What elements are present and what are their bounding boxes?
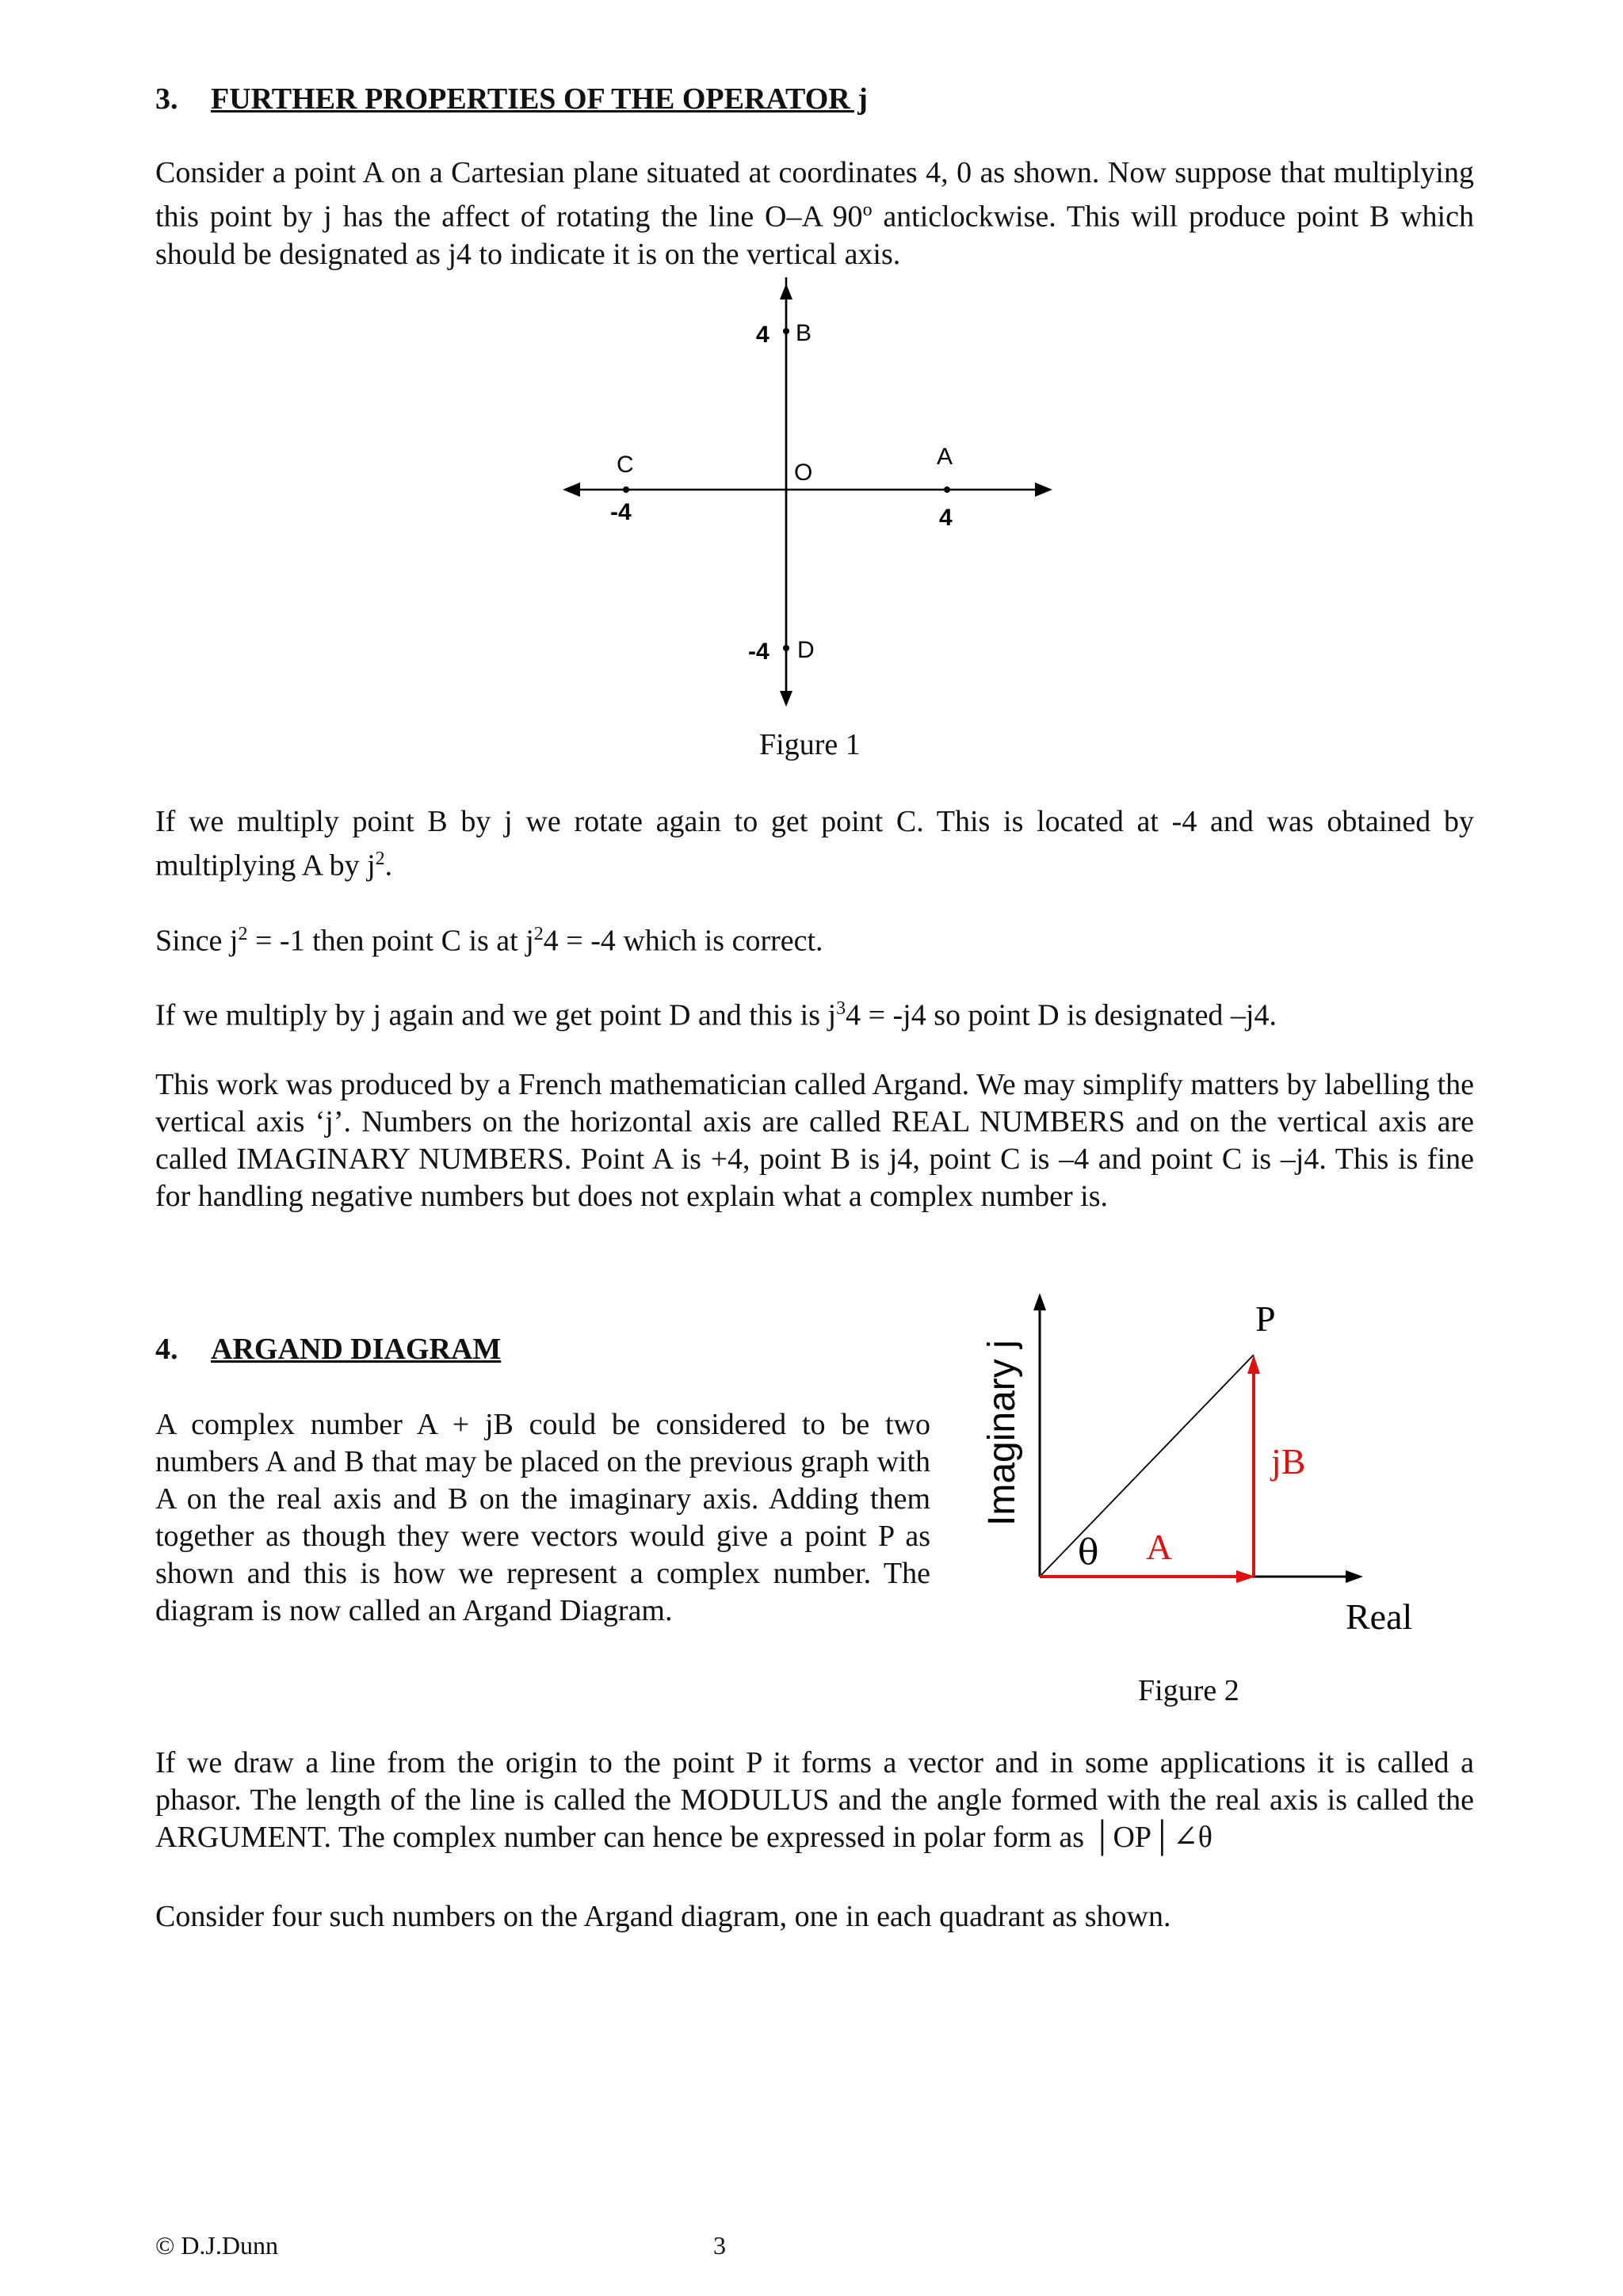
fig2-right-arrow — [1346, 1570, 1363, 1583]
para4-sup: 3 — [836, 998, 846, 1019]
label-P: P — [1255, 1299, 1276, 1339]
section-4-paragraph-2 — [155, 1745, 1474, 1856]
section-3-paragraph-5: This work was produced by a French mathematician called Argand. We may simplify matters by labelling the vertical axis ‘j’. Numbers on the horizontal axis are called REAL NUMBERS and on the vertical axis are called IMAGINARY NUMBERS. Point A is +4, point B is j4, point C is –4 and point C is –j4. This is fine for handling negative numbers but does not explain what a complex number is. — [155, 1068, 1474, 1213]
label-minus-four-left: -4 — [610, 499, 632, 525]
label-D: D — [797, 637, 815, 663]
para3-text-c: 4 = -4 which is correct. — [543, 924, 823, 958]
section-3-paragraph-2 — [155, 803, 1474, 885]
label-O: O — [794, 460, 813, 486]
figure-1 — [555, 277, 1094, 721]
para2-text-a: If we multiply point B by j we rotate again to get point C. This is located at -4 and was obtained by multiplying A by j — [155, 805, 1474, 883]
fig1-down-arrow — [780, 691, 792, 707]
section-3-paragraph-4 — [155, 990, 1474, 1035]
label-minus-four-down: -4 — [748, 639, 769, 665]
para4-text-b: 4 = -j4 so point D is designated –j4. — [846, 998, 1277, 1032]
section-3-number: 3. — [155, 82, 178, 116]
para2-sup: 2 — [375, 849, 385, 869]
footer-copyright: © D.J.Dunn — [155, 2231, 278, 2260]
fig1-left-arrow — [563, 482, 580, 497]
footer-page-number: 3 — [713, 2231, 726, 2260]
fig1-up-arrow — [780, 284, 792, 299]
label-C: C — [617, 452, 634, 478]
section-3-title: FURTHER PROPERTIES OF THE OPERATOR j — [211, 82, 868, 116]
fig1-right-arrow — [1035, 482, 1052, 497]
para2-text-b: . — [384, 849, 393, 883]
label-B: B — [796, 320, 812, 346]
label-jB: jB — [1271, 1441, 1306, 1482]
para3-text-a: Since j — [155, 924, 239, 958]
point-C-dot — [623, 486, 629, 493]
point-D-dot — [783, 645, 789, 651]
section-3-paragraph-1 — [155, 154, 1474, 273]
label-A-vector: A — [1146, 1527, 1173, 1567]
label-theta: θ — [1078, 1532, 1099, 1573]
section-4-heading — [155, 1331, 932, 1368]
section-3-paragraph-3 — [155, 916, 1474, 960]
para3-text-b: = -1 then point C is at j — [247, 924, 534, 958]
label-real-axis: Real — [1346, 1596, 1413, 1637]
label-four-up: 4 — [756, 322, 769, 348]
point-A-dot — [944, 486, 950, 493]
label-four-right: 4 — [939, 505, 953, 531]
section-4-paragraph-1: A complex number A + jB could be considered to be two numbers A and B that may be placed on the previous graph with A on the real axis and B on the imaginary axis. Adding them together as though they were vectors would give a point P as shown and this is how we represent a complex number. The diagram is now called an Argand Diagram. — [155, 1408, 930, 1627]
section-3-heading — [155, 81, 1474, 118]
section-4-title: ARGAND DIAGRAM — [211, 1333, 502, 1366]
section-4-paragraph-3: Consider four such numbers on the Argand diagram, one in each quadrant as shown. — [155, 1900, 1171, 1933]
para2-s4-text: If we draw a line from the origin to the point P it forms a vector and in some applications it is called a phasor. The length of the line is called the MODULUS and the angle formed with the real axis is called the ARGUMENT. The complex number can hence be expressed in polar form as — [155, 1746, 1474, 1854]
figure-2 — [951, 1260, 1458, 1664]
label-A: A — [937, 444, 953, 470]
polar-form: │OP│∠θ — [1091, 1821, 1212, 1854]
vector-jB-arrowhead — [1247, 1355, 1260, 1374]
figure-1-caption: Figure 1 — [759, 728, 861, 761]
degree-sup: o — [862, 200, 873, 220]
para3-sup-1: 2 — [238, 924, 248, 944]
para3-sup-2: 2 — [533, 924, 544, 944]
figure-2-caption: Figure 2 — [1138, 1674, 1239, 1707]
section-4-number: 4. — [155, 1333, 178, 1366]
label-imaginary-axis: Imaginary j — [981, 1340, 1023, 1526]
fig2-up-arrow — [1033, 1293, 1046, 1310]
para1-text-b: anticlockwise. This will produce point B which should be designated as j4 to indicate it is on the vertical axis. — [155, 200, 1474, 271]
para4-text-a: If we multiply by j again and we get point D and this is j — [155, 998, 837, 1032]
point-B-dot — [783, 328, 789, 334]
para1-text-a: Consider a point A on a Cartesian plane situated at coordinates 4, 0 as shown. Now suppose that multiplying this point by j has the affect of rotating the line O–A 90 — [155, 156, 1474, 234]
